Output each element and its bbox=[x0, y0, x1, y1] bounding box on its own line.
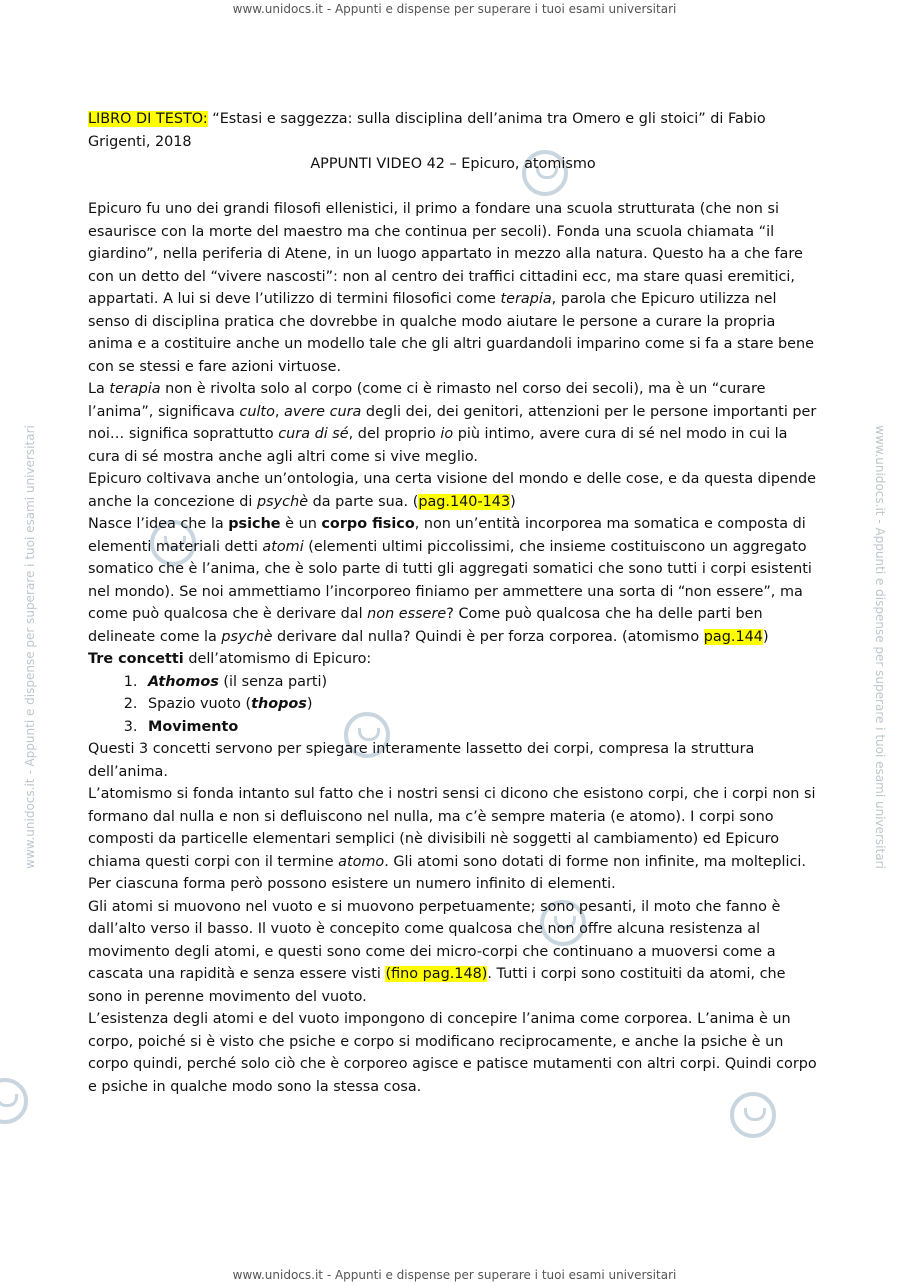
paragraph-6: L’atomismo si fonda intanto sul fatto che i nostri sensi ci dicono che esistono corpi, che i corpi non si formano dal nulla e non si defluiscono nel nulla, ma c’è sempre materia (e atomo). I corpi sono composti da particelle elementari semplici (nè divisibili nè soggetti al cambiamento) ed Epicuro chiama questi corpi con il termine atomo. Gli atomi sono dotati di forme non infinite, ma molteplici. Per ciascuna forma però possono esistere un numero infinito di elementi. bbox=[88, 786, 816, 892]
paragraph-7: Gli atomi si muovono nel vuoto e si muovono perpetuamente; sono pesanti, il moto che fanno è dall’alto verso il basso. Il vuoto è concepito come qualcosa che non offre alcuna resistenza al movimento degli atomi, e questi sono come dei micro-corpi che continuano a muoversi come a cascata una rapidità e senza essere visti (fino pag.148). Tutti i corpi sono costituiti da atomi, che sono in perenne movimento del vuoto. bbox=[88, 898, 786, 1005]
page-ref-highlight: pag.140-143 bbox=[418, 493, 511, 510]
list-item: 3. Movimento bbox=[142, 716, 818, 739]
book-label: LIBRO DI TESTO: bbox=[88, 111, 208, 127]
watermark-logo-icon bbox=[730, 1092, 776, 1138]
page-header: www.unidocs.it - Appunti e dispense per superare i tuoi esami universitari bbox=[232, 2, 677, 16]
paragraph-4: Nasce l’idea che la psiche è un corpo fisico, non un’entità incorporea ma somatica e composta di elementi materiali detti atomi (elementi ultimi piccolissimi, che insieme costituiscono un aggregato somatico che è l’anima, che è solo parte di tutti gli aggregati somatici che sono tutti i corpi esistenti nel mondo). Se noi ammettiamo l’incorporeo finiamo per ammettere una sorta di “non essere”, ma come può qualcosa che è derivare dal non essere? Come può qualcosa che ha delle parti ben delineate come la psychè derivare dal nulla? Quindi è per forza corporea. (atomismo pag.144) bbox=[88, 516, 812, 645]
concepts-list bbox=[88, 671, 818, 739]
side-watermark-right: www.unidocs.it - Appunti e dispense per superare i tuoi esami universitari bbox=[873, 425, 887, 869]
document-body bbox=[88, 108, 818, 1098]
side-watermark-left: www.unidocs.it - Appunti e dispense per superare i tuoi esami universitari bbox=[23, 425, 37, 869]
concepts-heading: Tre concetti dell’atomismo di Epicuro: bbox=[88, 651, 372, 667]
paragraph-5: Questi 3 concetti servono per spiegare interamente lassetto dei corpi, compresa la struttura dell’anima. bbox=[88, 741, 755, 780]
list-item: 1. Athomos (il senza parti) bbox=[142, 671, 818, 694]
paragraph-1: Epicuro fu uno dei grandi filosofi ellenistici, il primo a fondare una scuola strutturata (che non si esaurisce con la morte del maestro ma che continua per secoli). Fonda una scuola chiamata “il giardino”, nella periferia di Atene, in un luogo appartato in mezzo alla natura. Questo ha a che fare con un detto del “vivere nascosti”: non al centro dei traffici cittadini ecc, ma stare quasi eremitici, appartati. A lui si deve l’utilizzo di termini filosofici come terapia, parola che Epicuro utilizza nel senso di disciplina pratica che dovrebbe in qualche modo aiutare le persone a curare la propria anima e a costituire anche un modello tale che gli altri guardandoli imparino come si fa a stare bene con se stessi e fare azioni virtuose. bbox=[88, 201, 814, 375]
page-footer: www.unidocs.it - Appunti e dispense per superare i tuoi esami universitari bbox=[232, 1268, 677, 1282]
book-title: “Estasi e saggezza: sulla disciplina dell’anima tra Omero e gli stoici” di Fabio Grigenti, 2018 bbox=[88, 111, 766, 150]
paragraph-2: La terapia non è rivolta solo al corpo (come ci è rimasto nel corso dei secoli), ma è un “curare l’anima”, significava culto, avere cura degli dei, dei genitori, attenzioni per le persone importanti per noi… significa soprattutto cura di sé, del proprio io più intimo, avere cura di sé nel modo in cui la cura di sé mostra anche agli altri come si vive meglio. bbox=[88, 381, 817, 465]
page-ref-highlight: (fino pag.148) bbox=[385, 966, 488, 982]
paragraph-3: Epicuro coltivava anche un’ontologia, una certa visione del mondo e delle cose, e da questa dipende anche la concezione di psychè da parte sua. (pag.140-143) bbox=[88, 471, 816, 510]
page-title: APPUNTI VIDEO 42 – Epicuro, atomismo bbox=[310, 156, 596, 172]
list-item: 2. Spazio vuoto (thopos) bbox=[142, 693, 818, 716]
page-ref-highlight: pag.144 bbox=[703, 628, 763, 645]
book-reference bbox=[88, 108, 818, 153]
paragraph-8: L’esistenza degli atomi e del vuoto impongono di concepire l’anima come corporea. L’anima è un corpo, poiché si è visto che psiche e corpo si modificano reciprocamente, e anche la psiche è un corpo quindi, perché solo ciò che è corporeo agisce e patisce mutamenti con altri corpi. Quindi corpo e psiche in qualche modo sono la stessa cosa. bbox=[88, 1011, 817, 1095]
